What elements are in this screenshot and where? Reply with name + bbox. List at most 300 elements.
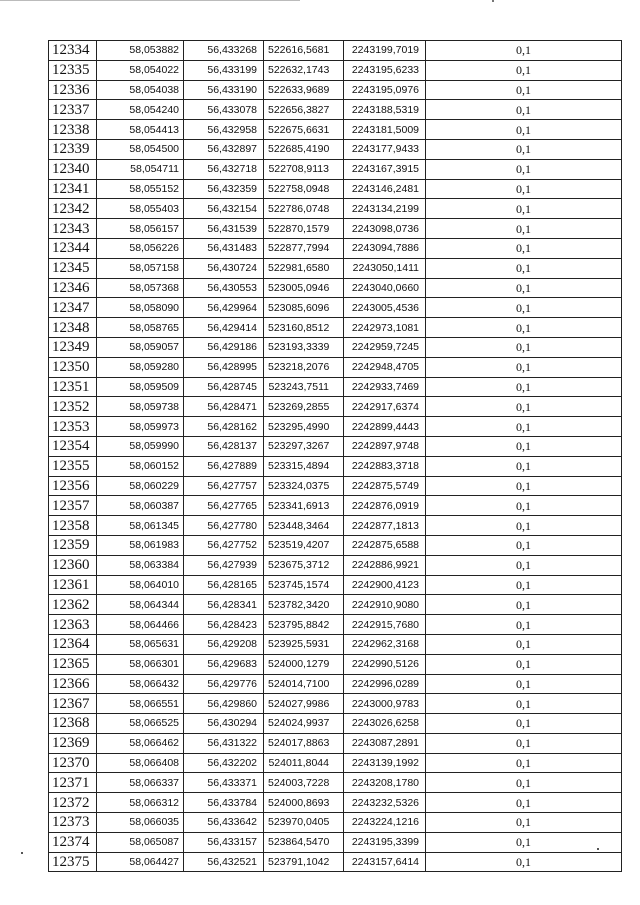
table-row — [49, 674, 622, 694]
point-id-cell: 12364 — [49, 634, 97, 654]
latitude-cell: 58,054240 — [97, 100, 184, 120]
y-coordinate-cell: 2242899,4443 — [344, 417, 426, 437]
y-coordinate-cell: 2243026,6258 — [344, 714, 426, 734]
x-coordinate-cell: 523324,0375 — [264, 476, 344, 496]
y-coordinate-cell: 2243134,2199 — [344, 199, 426, 219]
table-row — [49, 139, 622, 159]
x-coordinate-cell: 524027,9986 — [264, 694, 344, 714]
latitude-cell: 58,056157 — [97, 219, 184, 239]
latitude-cell: 58,066312 — [97, 793, 184, 813]
y-coordinate-cell: 2243087,2891 — [344, 733, 426, 753]
point-id-cell: 12373 — [49, 813, 97, 833]
y-coordinate-cell: 2243000,9783 — [344, 694, 426, 714]
x-coordinate-cell: 523675,3712 — [264, 555, 344, 575]
point-id-cell: 12361 — [49, 575, 97, 595]
table-row — [49, 694, 622, 714]
longitude-cell: 56,429776 — [184, 674, 264, 694]
y-coordinate-cell: 2242875,6588 — [344, 535, 426, 555]
accuracy-cell: 0,1 — [426, 694, 622, 714]
longitude-cell: 56,431322 — [184, 733, 264, 753]
table-row — [49, 357, 622, 377]
longitude-cell: 56,432897 — [184, 139, 264, 159]
accuracy-cell: 0,1 — [426, 793, 622, 813]
latitude-cell: 58,060152 — [97, 456, 184, 476]
y-coordinate-cell: 2243098,0736 — [344, 219, 426, 239]
latitude-cell: 58,064010 — [97, 575, 184, 595]
latitude-cell: 58,055403 — [97, 199, 184, 219]
table-row — [49, 516, 622, 536]
table-row — [49, 60, 622, 80]
longitude-cell: 56,431539 — [184, 219, 264, 239]
y-coordinate-cell: 2242877,1813 — [344, 516, 426, 536]
point-id-cell: 12338 — [49, 120, 97, 140]
point-id-cell: 12350 — [49, 357, 97, 377]
point-id-cell: 12367 — [49, 694, 97, 714]
latitude-cell: 58,065631 — [97, 634, 184, 654]
y-coordinate-cell: 2243232,5326 — [344, 793, 426, 813]
x-coordinate-cell: 523297,3267 — [264, 436, 344, 456]
point-id-cell: 12352 — [49, 397, 97, 417]
longitude-cell: 56,428471 — [184, 397, 264, 417]
y-coordinate-cell: 2243195,3399 — [344, 832, 426, 852]
y-coordinate-cell: 2242917,6374 — [344, 397, 426, 417]
accuracy-cell: 0,1 — [426, 773, 622, 793]
latitude-cell: 58,055152 — [97, 179, 184, 199]
accuracy-cell: 0,1 — [426, 674, 622, 694]
point-id-cell: 12345 — [49, 258, 97, 278]
longitude-cell: 56,428137 — [184, 436, 264, 456]
accuracy-cell: 0,1 — [426, 60, 622, 80]
table-row — [49, 773, 622, 793]
table-row — [49, 793, 622, 813]
x-coordinate-cell: 522786,0748 — [264, 199, 344, 219]
table-row — [49, 615, 622, 635]
point-id-cell: 12334 — [49, 41, 97, 61]
x-coordinate-cell: 524014,7100 — [264, 674, 344, 694]
latitude-cell: 58,054038 — [97, 80, 184, 100]
x-coordinate-cell: 524003,7228 — [264, 773, 344, 793]
x-coordinate-cell: 522877,7994 — [264, 238, 344, 258]
accuracy-cell: 0,1 — [426, 337, 622, 357]
accuracy-cell: 0,1 — [426, 476, 622, 496]
table-row — [49, 555, 622, 575]
point-id-cell: 12354 — [49, 436, 97, 456]
latitude-cell: 58,066408 — [97, 753, 184, 773]
y-coordinate-cell: 2243208,1780 — [344, 773, 426, 793]
point-id-cell: 12343 — [49, 219, 97, 239]
latitude-cell: 58,066462 — [97, 733, 184, 753]
y-coordinate-cell: 2242883,3718 — [344, 456, 426, 476]
y-coordinate-cell: 2243139,1992 — [344, 753, 426, 773]
point-id-cell: 12371 — [49, 773, 97, 793]
point-id-cell: 12360 — [49, 555, 97, 575]
y-coordinate-cell: 2242897,9748 — [344, 436, 426, 456]
accuracy-cell: 0,1 — [426, 496, 622, 516]
longitude-cell: 56,427752 — [184, 535, 264, 555]
table-row — [49, 337, 622, 357]
longitude-cell: 56,433157 — [184, 832, 264, 852]
longitude-cell: 56,432202 — [184, 753, 264, 773]
table-row — [49, 238, 622, 258]
accuracy-cell: 0,1 — [426, 832, 622, 852]
accuracy-cell: 0,1 — [426, 199, 622, 219]
point-id-cell: 12363 — [49, 615, 97, 635]
longitude-cell: 56,429964 — [184, 298, 264, 318]
y-coordinate-cell: 2243094,7886 — [344, 238, 426, 258]
latitude-cell: 58,065087 — [97, 832, 184, 852]
accuracy-cell: 0,1 — [426, 615, 622, 635]
point-id-cell: 12336 — [49, 80, 97, 100]
longitude-cell: 56,428995 — [184, 357, 264, 377]
longitude-cell: 56,428423 — [184, 615, 264, 635]
longitude-cell: 56,433371 — [184, 773, 264, 793]
longitude-cell: 56,433078 — [184, 100, 264, 120]
latitude-cell: 58,059509 — [97, 377, 184, 397]
latitude-cell: 58,066551 — [97, 694, 184, 714]
coordinates-table — [48, 40, 622, 872]
x-coordinate-cell: 524024,9937 — [264, 714, 344, 734]
latitude-cell: 58,059973 — [97, 417, 184, 437]
table-row — [49, 456, 622, 476]
y-coordinate-cell: 2242900,4123 — [344, 575, 426, 595]
longitude-cell: 56,428165 — [184, 575, 264, 595]
accuracy-cell: 0,1 — [426, 100, 622, 120]
point-id-cell: 12356 — [49, 476, 97, 496]
x-coordinate-cell: 523448,3464 — [264, 516, 344, 536]
accuracy-cell: 0,1 — [426, 258, 622, 278]
accuracy-cell: 0,1 — [426, 753, 622, 773]
y-coordinate-cell: 2242910,9080 — [344, 595, 426, 615]
latitude-cell: 58,054413 — [97, 120, 184, 140]
latitude-cell: 58,059990 — [97, 436, 184, 456]
longitude-cell: 56,429186 — [184, 337, 264, 357]
accuracy-cell: 0,1 — [426, 654, 622, 674]
y-coordinate-cell: 2242948,4705 — [344, 357, 426, 377]
longitude-cell: 56,427889 — [184, 456, 264, 476]
latitude-cell: 58,054500 — [97, 139, 184, 159]
x-coordinate-cell: 523745,1574 — [264, 575, 344, 595]
latitude-cell: 58,066432 — [97, 674, 184, 694]
accuracy-cell: 0,1 — [426, 595, 622, 615]
accuracy-cell: 0,1 — [426, 417, 622, 437]
accuracy-cell: 0,1 — [426, 159, 622, 179]
longitude-cell: 56,429414 — [184, 318, 264, 338]
point-id-cell: 12347 — [49, 298, 97, 318]
x-coordinate-cell: 524011,8044 — [264, 753, 344, 773]
x-coordinate-cell: 523925,5931 — [264, 634, 344, 654]
y-coordinate-cell: 2242933,7469 — [344, 377, 426, 397]
table-row — [49, 813, 622, 833]
longitude-cell: 56,428745 — [184, 377, 264, 397]
y-coordinate-cell: 2243195,6233 — [344, 60, 426, 80]
table-row — [49, 714, 622, 734]
point-id-cell: 12369 — [49, 733, 97, 753]
table-row — [49, 476, 622, 496]
x-coordinate-cell: 523864,5470 — [264, 832, 344, 852]
point-id-cell: 12372 — [49, 793, 97, 813]
page-mark — [492, 0, 494, 2]
point-id-cell: 12368 — [49, 714, 97, 734]
point-id-cell: 12351 — [49, 377, 97, 397]
latitude-cell: 58,053882 — [97, 41, 184, 61]
table-row — [49, 535, 622, 555]
point-id-cell: 12339 — [49, 139, 97, 159]
y-coordinate-cell: 2243188,5319 — [344, 100, 426, 120]
x-coordinate-cell: 523193,3339 — [264, 337, 344, 357]
table-row — [49, 219, 622, 239]
longitude-cell: 56,429860 — [184, 694, 264, 714]
accuracy-cell: 0,1 — [426, 575, 622, 595]
latitude-cell: 58,061983 — [97, 535, 184, 555]
x-coordinate-cell: 522656,3827 — [264, 100, 344, 120]
x-coordinate-cell: 522633,9689 — [264, 80, 344, 100]
x-coordinate-cell: 522708,9113 — [264, 159, 344, 179]
x-coordinate-cell: 522685,4190 — [264, 139, 344, 159]
accuracy-cell: 0,1 — [426, 278, 622, 298]
x-coordinate-cell: 522616,5681 — [264, 41, 344, 61]
table-row — [49, 258, 622, 278]
latitude-cell: 58,058765 — [97, 318, 184, 338]
y-coordinate-cell: 2243157,6414 — [344, 852, 426, 872]
longitude-cell: 56,432154 — [184, 199, 264, 219]
y-coordinate-cell: 2243050,1411 — [344, 258, 426, 278]
point-id-cell: 12365 — [49, 654, 97, 674]
accuracy-cell: 0,1 — [426, 357, 622, 377]
point-id-cell: 12346 — [49, 278, 97, 298]
longitude-cell: 56,428341 — [184, 595, 264, 615]
table-row — [49, 397, 622, 417]
latitude-cell: 58,060229 — [97, 476, 184, 496]
y-coordinate-cell: 2242962,3168 — [344, 634, 426, 654]
x-coordinate-cell: 523269,2855 — [264, 397, 344, 417]
longitude-cell: 56,427765 — [184, 496, 264, 516]
point-id-cell: 12344 — [49, 238, 97, 258]
x-coordinate-cell: 523315,4894 — [264, 456, 344, 476]
point-id-cell: 12362 — [49, 595, 97, 615]
latitude-cell: 58,066035 — [97, 813, 184, 833]
latitude-cell: 58,064344 — [97, 595, 184, 615]
y-coordinate-cell: 2242915,7680 — [344, 615, 426, 635]
x-coordinate-cell: 523341,6913 — [264, 496, 344, 516]
longitude-cell: 56,427939 — [184, 555, 264, 575]
longitude-cell: 56,427780 — [184, 516, 264, 536]
accuracy-cell: 0,1 — [426, 813, 622, 833]
y-coordinate-cell: 2243177,9433 — [344, 139, 426, 159]
latitude-cell: 58,061345 — [97, 516, 184, 536]
accuracy-cell: 0,1 — [426, 139, 622, 159]
y-coordinate-cell: 2242996,0289 — [344, 674, 426, 694]
latitude-cell: 58,066525 — [97, 714, 184, 734]
point-id-cell: 12341 — [49, 179, 97, 199]
table-row — [49, 417, 622, 437]
point-id-cell: 12370 — [49, 753, 97, 773]
accuracy-cell: 0,1 — [426, 516, 622, 536]
table-row — [49, 278, 622, 298]
longitude-cell: 56,429208 — [184, 634, 264, 654]
y-coordinate-cell: 2242886,9921 — [344, 555, 426, 575]
table-row — [49, 377, 622, 397]
table-row — [49, 733, 622, 753]
x-coordinate-cell: 523795,8842 — [264, 615, 344, 635]
point-id-cell: 12357 — [49, 496, 97, 516]
x-coordinate-cell: 523782,3420 — [264, 595, 344, 615]
latitude-cell: 58,059738 — [97, 397, 184, 417]
y-coordinate-cell: 2242959,7245 — [344, 337, 426, 357]
y-coordinate-cell: 2242875,5749 — [344, 476, 426, 496]
latitude-cell: 58,054711 — [97, 159, 184, 179]
longitude-cell: 56,432958 — [184, 120, 264, 140]
accuracy-cell: 0,1 — [426, 41, 622, 61]
latitude-cell: 58,059280 — [97, 357, 184, 377]
latitude-cell: 58,066337 — [97, 773, 184, 793]
point-id-cell: 12355 — [49, 456, 97, 476]
accuracy-cell: 0,1 — [426, 179, 622, 199]
longitude-cell: 56,433784 — [184, 793, 264, 813]
y-coordinate-cell: 2243040,0660 — [344, 278, 426, 298]
accuracy-cell: 0,1 — [426, 120, 622, 140]
table-row — [49, 298, 622, 318]
y-coordinate-cell: 2242973,1081 — [344, 318, 426, 338]
accuracy-cell: 0,1 — [426, 456, 622, 476]
table-row — [49, 318, 622, 338]
point-id-cell: 12375 — [49, 852, 97, 872]
y-coordinate-cell: 2243167,3915 — [344, 159, 426, 179]
x-coordinate-cell: 522981,6580 — [264, 258, 344, 278]
longitude-cell: 56,428162 — [184, 417, 264, 437]
table-row — [49, 159, 622, 179]
y-coordinate-cell: 2243224,1216 — [344, 813, 426, 833]
latitude-cell: 58,064427 — [97, 852, 184, 872]
latitude-cell: 58,057368 — [97, 278, 184, 298]
table-row — [49, 575, 622, 595]
accuracy-cell: 0,1 — [426, 852, 622, 872]
x-coordinate-cell: 524000,1279 — [264, 654, 344, 674]
longitude-cell: 56,430724 — [184, 258, 264, 278]
table-row — [49, 852, 622, 872]
x-coordinate-cell: 523243,7511 — [264, 377, 344, 397]
accuracy-cell: 0,1 — [426, 80, 622, 100]
y-coordinate-cell: 2243195,0976 — [344, 80, 426, 100]
table-row — [49, 179, 622, 199]
point-id-cell: 12335 — [49, 60, 97, 80]
point-id-cell: 12348 — [49, 318, 97, 338]
latitude-cell: 58,060387 — [97, 496, 184, 516]
table-row — [49, 100, 622, 120]
latitude-cell: 58,057158 — [97, 258, 184, 278]
y-coordinate-cell: 2243199,7019 — [344, 41, 426, 61]
accuracy-cell: 0,1 — [426, 318, 622, 338]
longitude-cell: 56,433199 — [184, 60, 264, 80]
table-row — [49, 634, 622, 654]
table-row — [49, 199, 622, 219]
longitude-cell: 56,432359 — [184, 179, 264, 199]
x-coordinate-cell: 523160,8512 — [264, 318, 344, 338]
longitude-cell: 56,429683 — [184, 654, 264, 674]
latitude-cell: 58,066301 — [97, 654, 184, 674]
table-row — [49, 80, 622, 100]
x-coordinate-cell: 524000,8693 — [264, 793, 344, 813]
longitude-cell: 56,430553 — [184, 278, 264, 298]
accuracy-cell: 0,1 — [426, 634, 622, 654]
y-coordinate-cell: 2242990,5126 — [344, 654, 426, 674]
point-id-cell: 12337 — [49, 100, 97, 120]
longitude-cell: 56,432521 — [184, 852, 264, 872]
scan-speck — [597, 848, 599, 850]
x-coordinate-cell: 523005,0946 — [264, 278, 344, 298]
y-coordinate-cell: 2243181,5009 — [344, 120, 426, 140]
y-coordinate-cell: 2243005,4536 — [344, 298, 426, 318]
latitude-cell: 58,056226 — [97, 238, 184, 258]
y-coordinate-cell: 2242876,0919 — [344, 496, 426, 516]
accuracy-cell: 0,1 — [426, 397, 622, 417]
longitude-cell: 56,433268 — [184, 41, 264, 61]
latitude-cell: 58,054022 — [97, 60, 184, 80]
accuracy-cell: 0,1 — [426, 298, 622, 318]
table-body — [49, 41, 622, 872]
longitude-cell: 56,431483 — [184, 238, 264, 258]
latitude-cell: 58,064466 — [97, 615, 184, 635]
x-coordinate-cell: 522675,6631 — [264, 120, 344, 140]
point-id-cell: 12358 — [49, 516, 97, 536]
x-coordinate-cell: 524017,8863 — [264, 733, 344, 753]
x-coordinate-cell: 523295,4990 — [264, 417, 344, 437]
table-row — [49, 41, 622, 61]
table-row — [49, 120, 622, 140]
table-row — [49, 595, 622, 615]
accuracy-cell: 0,1 — [426, 377, 622, 397]
accuracy-cell: 0,1 — [426, 238, 622, 258]
point-id-cell: 12353 — [49, 417, 97, 437]
x-coordinate-cell: 523085,6096 — [264, 298, 344, 318]
y-coordinate-cell: 2243146,2481 — [344, 179, 426, 199]
x-coordinate-cell: 522870,1579 — [264, 219, 344, 239]
x-coordinate-cell: 522632,1743 — [264, 60, 344, 80]
point-id-cell: 12366 — [49, 674, 97, 694]
longitude-cell: 56,427757 — [184, 476, 264, 496]
accuracy-cell: 0,1 — [426, 714, 622, 734]
x-coordinate-cell: 523519,4207 — [264, 535, 344, 555]
latitude-cell: 58,058090 — [97, 298, 184, 318]
accuracy-cell: 0,1 — [426, 535, 622, 555]
table-row — [49, 753, 622, 773]
accuracy-cell: 0,1 — [426, 436, 622, 456]
table-row — [49, 496, 622, 516]
longitude-cell: 56,433642 — [184, 813, 264, 833]
point-id-cell: 12349 — [49, 337, 97, 357]
longitude-cell: 56,430294 — [184, 714, 264, 734]
x-coordinate-cell: 523970,0405 — [264, 813, 344, 833]
accuracy-cell: 0,1 — [426, 555, 622, 575]
point-id-cell: 12340 — [49, 159, 97, 179]
scan-speck — [21, 852, 23, 854]
longitude-cell: 56,432718 — [184, 159, 264, 179]
point-id-cell: 12359 — [49, 535, 97, 555]
accuracy-cell: 0,1 — [426, 733, 622, 753]
x-coordinate-cell: 522758,0948 — [264, 179, 344, 199]
table-row — [49, 654, 622, 674]
table-row — [49, 832, 622, 852]
top-rule — [0, 0, 300, 1]
longitude-cell: 56,433190 — [184, 80, 264, 100]
point-id-cell: 12342 — [49, 199, 97, 219]
accuracy-cell: 0,1 — [426, 219, 622, 239]
table-row — [49, 436, 622, 456]
point-id-cell: 12374 — [49, 832, 97, 852]
latitude-cell: 58,063384 — [97, 555, 184, 575]
latitude-cell: 58,059057 — [97, 337, 184, 357]
x-coordinate-cell: 523791,1042 — [264, 852, 344, 872]
x-coordinate-cell: 523218,2076 — [264, 357, 344, 377]
